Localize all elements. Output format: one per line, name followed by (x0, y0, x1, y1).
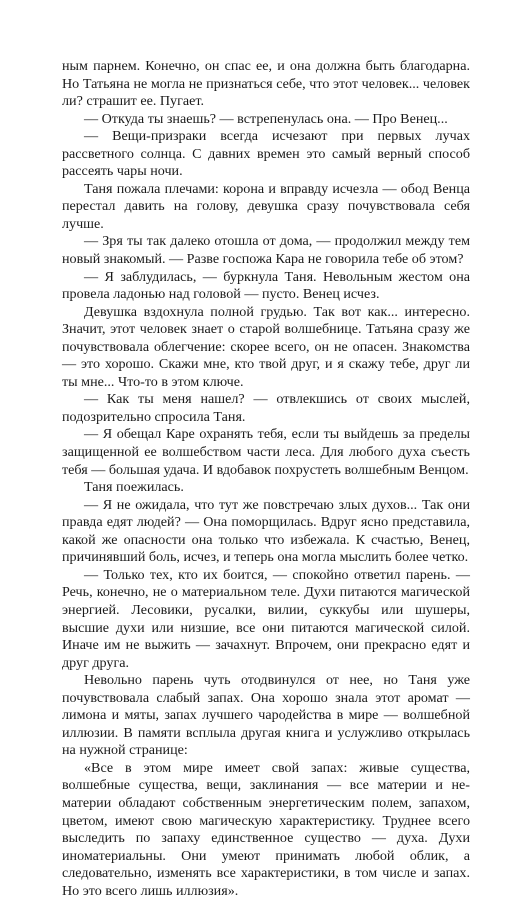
paragraph-5: — Зря ты так далеко отошла от дома, — продолжил между тем новый знакомый. — Разве госпожа Кара не говорила тебе об этом? (62, 233, 470, 268)
paragraph-7: Девушка вздохнула полной грудью. Так вот как... интересно. Значит, этот человек знает о старой волшебнице. Татьяна сразу же почувствовала облегчение: скорее всего, он не опасен. Знакомства — это хорошо. Скажи мне, кто твой друг, и я скажу тебе, друг ли ты мне... Что-то в этом ключе. (62, 303, 470, 390)
paragraph-13: Невольно парень чуть отодвинулся от нее, но Таня уже почувствовала слабый запах. Она хорошо знала этот аромат — лимона и мяты, запах лучшего чародейства в мире — волшебной иллюзии. В памяти всплыла другая книга и услужливо открылась на нужной странице: (62, 672, 470, 759)
paragraph-4: Таня пожала плечами: корона и вправду исчезла — обод Венца перестал давить на голову, девушка сразу почувствовала себя лучше. (62, 180, 470, 232)
paragraph-9: — Я обещал Каре охранять тебя, если ты выйдешь за пределы защищенной ее волшебством части леса. Для любого духа съесть тебя — большая удача. И вдобавок похрустеть волшебным Венцом. (62, 426, 470, 478)
paragraph-3: — Вещи-призраки всегда исчезают при первых лучах рассветного солнца. С давних времен это самый верный способ рассеять чары ночи. (62, 128, 470, 180)
paragraph-8: — Как ты меня нашел? — отвлекшись от своих мыслей, подозрительно спросила Таня. (62, 391, 470, 425)
paragraph-12: — Только тех, кто их боится, — спокойно ответил парень. — Речь, конечно, не о материальном теле. Духи питаются магической энергией. Лесовики, русалки, вилии, суккубы или шушеры, высшие духи или низшие, все они питаются магической силой. Иначе им не выжить — зачахнут. Впрочем, они прекрасно едят и друг друга. (62, 566, 470, 671)
paragraph-14: «Все в этом мире имеет свой запах: живые существа, волшебные существа, вещи, заклинания — все материи и не-материи обладают собственным энергетическим полем, запахом, цветом, имеют свою магическую характеристику. Труднее всего выследить по запаху единственное существо — духа. Духи иноматериальны. Они умеют принимать любой облик, а следовательно, изменять все характеристики, в том числе и запах. Но это всего лишь иллюзия». (62, 759, 470, 899)
paragraph-1: ным парнем. Конечно, он спас ее, и она должна быть благодарна. Но Татьяна не могла не признаться себе, что этот человек... человек ли? страшит ее. Пугает. (62, 58, 470, 110)
paragraph-11: — Я не ожидала, что тут же повстречаю злых духов... Так они правда едят людей? — Она поморщилась. Вдруг ясно представила, какой же опасности она только что избежала. К счастью, Венец, причинявший боль, исчез, и теперь она могла мыслить более четко. (62, 496, 470, 566)
paragraph-6: — Я заблудилась, — буркнула Таня. Невольным жестом она провела ладонью над головой — пусто. Венец исчез. (62, 268, 470, 303)
paragraph-2: — Откуда ты знаешь? — встрепенулась она. — Про Венец... (84, 110, 448, 127)
paragraph-10: Таня поежилась. (84, 479, 184, 496)
book-page (62, 58, 470, 900)
